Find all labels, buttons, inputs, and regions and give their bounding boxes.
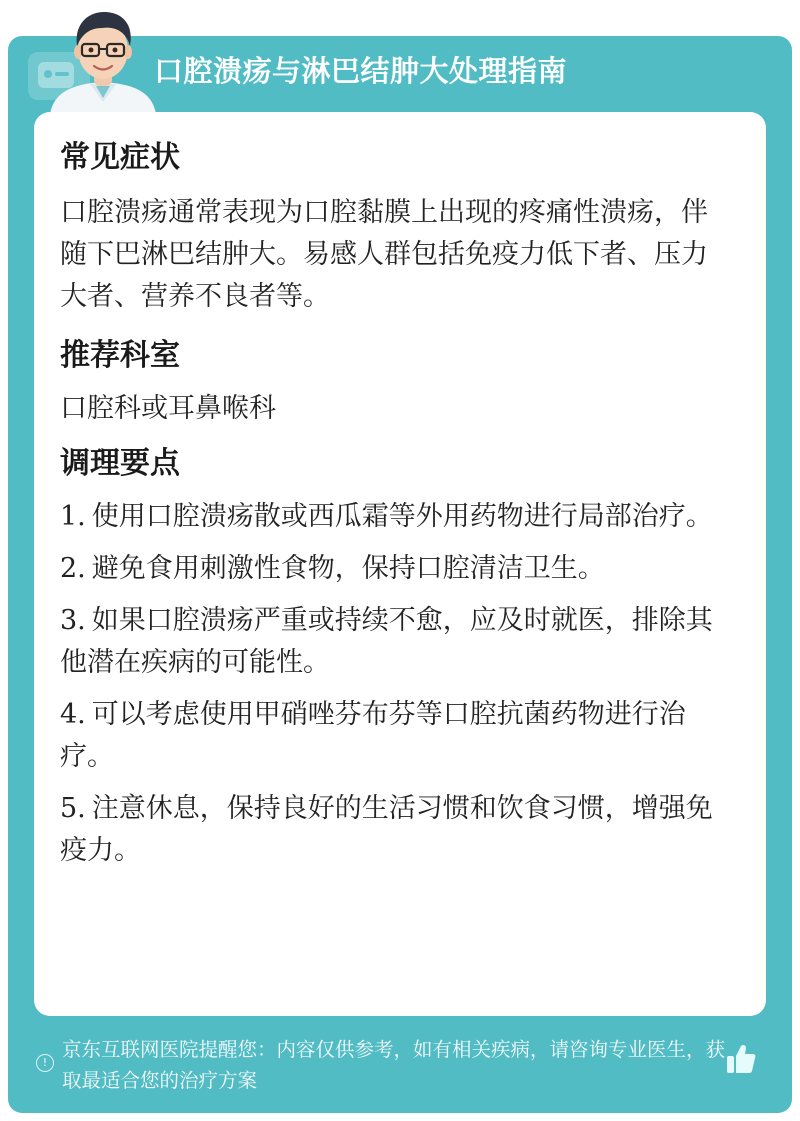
symptoms-heading: 常见症状 (60, 140, 180, 175)
page-title: 口腔溃疡与淋巴结肿大处理指南 (154, 54, 568, 88)
info-icon: ! (36, 1054, 54, 1072)
care-list (60, 496, 728, 872)
care-heading: 调理要点 (60, 446, 180, 481)
content-card (34, 112, 766, 1016)
department-text: 口腔科或耳鼻喉科 (60, 393, 276, 424)
content-body (60, 132, 728, 882)
symptoms-text: 口腔溃疡通常表现为口腔黏膜上出现的疼痛性溃疡，伴随下巴淋巴结肿大。易感人群包括免疫力低下者、压力大者、营养不良者等。 (60, 197, 708, 312)
list-item: 5. 注意休息，保持良好的生活习惯和饮食习惯，增强免疫力。 (60, 793, 713, 866)
list-item: 2. 避免食用刺激性食物，保持口腔清洁卫生。 (60, 553, 605, 584)
list-item: 3. 如果口腔溃疡严重或持续不愈，应及时就医，排除其他潜在疾病的可能性。 (60, 605, 713, 678)
footer-note: 京东互联网医院提醒您：内容仅供参考，如有相关疾病，请咨询专业医生，获取最适合您的治疗方案 (62, 1038, 726, 1092)
department-heading: 推荐科室 (60, 338, 180, 373)
footer (34, 1032, 774, 1102)
thumbs-up-icon[interactable] (724, 1042, 758, 1076)
list-item: 4. 可以考虑使用甲硝唑芬布芬等口腔抗菌药物进行治疗。 (60, 699, 686, 772)
list-item: 1. 使用口腔溃疡散或西瓜霜等外用药物进行局部治疗。 (60, 501, 713, 532)
doctor-avatar-icon (44, 6, 162, 114)
